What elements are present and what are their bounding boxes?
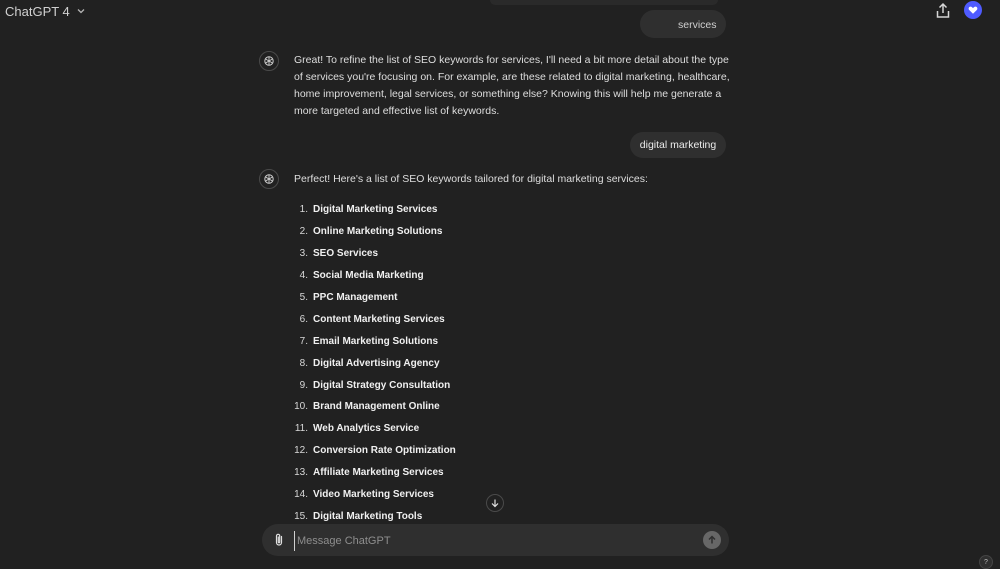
model-selector[interactable] bbox=[5, 2, 86, 20]
openai-logo-icon bbox=[263, 55, 275, 67]
message-composer bbox=[262, 524, 729, 556]
paperclip-icon[interactable] bbox=[271, 532, 287, 548]
model-name: ChatGPT 4 bbox=[5, 3, 70, 19]
assistant-message-1: Great! To refine the list of SEO keywords for services, I'll need a bit more detail about the type of services you're focusing on. For example, are these related to digital marketing, healthcare, home improvement, legal services, or something else? Knowing this will help me generate a more targeted and effective list of keywords. bbox=[294, 54, 730, 117]
list-item-text: Digital Marketing Services bbox=[313, 204, 438, 216]
assistant-avatar bbox=[259, 169, 279, 189]
list-item bbox=[288, 440, 456, 462]
assistant-avatar bbox=[259, 51, 279, 71]
list-item-text: PPC Management bbox=[313, 292, 398, 303]
list-item-number: 14. bbox=[294, 489, 308, 501]
list-item-number: 5. bbox=[299, 292, 308, 303]
chevron-down-icon bbox=[76, 6, 86, 16]
list-item-text: Web Analytics Service bbox=[313, 423, 420, 435]
user-message bbox=[630, 132, 726, 158]
list-item bbox=[288, 199, 456, 221]
send-button[interactable] bbox=[703, 531, 721, 549]
list-item bbox=[288, 374, 456, 396]
list-item-number: 12. bbox=[294, 445, 308, 457]
avatar[interactable] bbox=[964, 1, 982, 19]
list-item-number: 2. bbox=[299, 226, 308, 238]
arrow-up-icon bbox=[707, 535, 717, 545]
list-item-number: 6. bbox=[299, 313, 308, 325]
top-bar bbox=[0, 0, 1000, 22]
list-item-number: 13. bbox=[294, 467, 308, 479]
list-item-text: Digital Strategy Consultation bbox=[313, 379, 451, 391]
list-item-number: 7. bbox=[299, 335, 308, 347]
list-item bbox=[288, 308, 456, 330]
list-item bbox=[288, 352, 456, 374]
list-item-text: Online Marketing Solutions bbox=[313, 226, 443, 238]
list-item bbox=[288, 418, 456, 440]
list-item-text: Conversion Rate Optimization bbox=[313, 445, 456, 457]
list-item bbox=[288, 243, 456, 265]
list-item-number: 1. bbox=[299, 204, 308, 216]
list-item-number: 8. bbox=[299, 357, 308, 369]
list-item bbox=[288, 221, 456, 243]
message-input[interactable] bbox=[294, 531, 699, 551]
list-item-text: Brand Management Online bbox=[313, 401, 440, 413]
scroll-to-bottom-button[interactable] bbox=[486, 494, 504, 512]
list-item bbox=[288, 484, 456, 506]
list-item-text: Video Marketing Services bbox=[313, 489, 434, 501]
list-item-text: Social Media Marketing bbox=[313, 270, 424, 282]
list-item bbox=[288, 287, 456, 309]
list-item-text: Affiliate Marketing Services bbox=[313, 467, 444, 479]
list-item-number: 4. bbox=[299, 270, 308, 282]
help-label: ? bbox=[984, 558, 988, 566]
list-item bbox=[288, 462, 456, 484]
help-button[interactable] bbox=[979, 555, 993, 569]
list-item bbox=[288, 265, 456, 287]
list-item-text: Email Marketing Solutions bbox=[313, 335, 439, 347]
heart-icon bbox=[968, 5, 978, 15]
previous-user-message-text: services bbox=[678, 19, 717, 31]
user-message-text: digital marketing bbox=[639, 139, 717, 151]
openai-logo-icon bbox=[263, 173, 275, 185]
list-item-number: 9. bbox=[299, 379, 308, 391]
list-item-number: 15. bbox=[294, 510, 308, 522]
assistant-message-2-intro: Perfect! Here's a list of SEO keywords tailored for digital marketing services: bbox=[294, 173, 648, 185]
list-item-text: SEO Services bbox=[313, 248, 379, 260]
list-item-text: Content Marketing Services bbox=[313, 313, 445, 325]
list-item bbox=[288, 396, 456, 418]
list-item bbox=[288, 330, 456, 352]
list-item-number: 3. bbox=[299, 248, 308, 260]
list-item-number: 11. bbox=[294, 423, 308, 435]
list-item-number: 10. bbox=[294, 401, 308, 413]
previous-user-message bbox=[640, 10, 726, 38]
share-upload-icon[interactable] bbox=[934, 2, 952, 20]
keyword-list bbox=[288, 199, 456, 527]
arrow-down-icon bbox=[490, 498, 500, 508]
list-item-text: Digital Marketing Tools bbox=[313, 510, 423, 522]
list-item-text: Digital Advertising Agency bbox=[313, 357, 440, 369]
